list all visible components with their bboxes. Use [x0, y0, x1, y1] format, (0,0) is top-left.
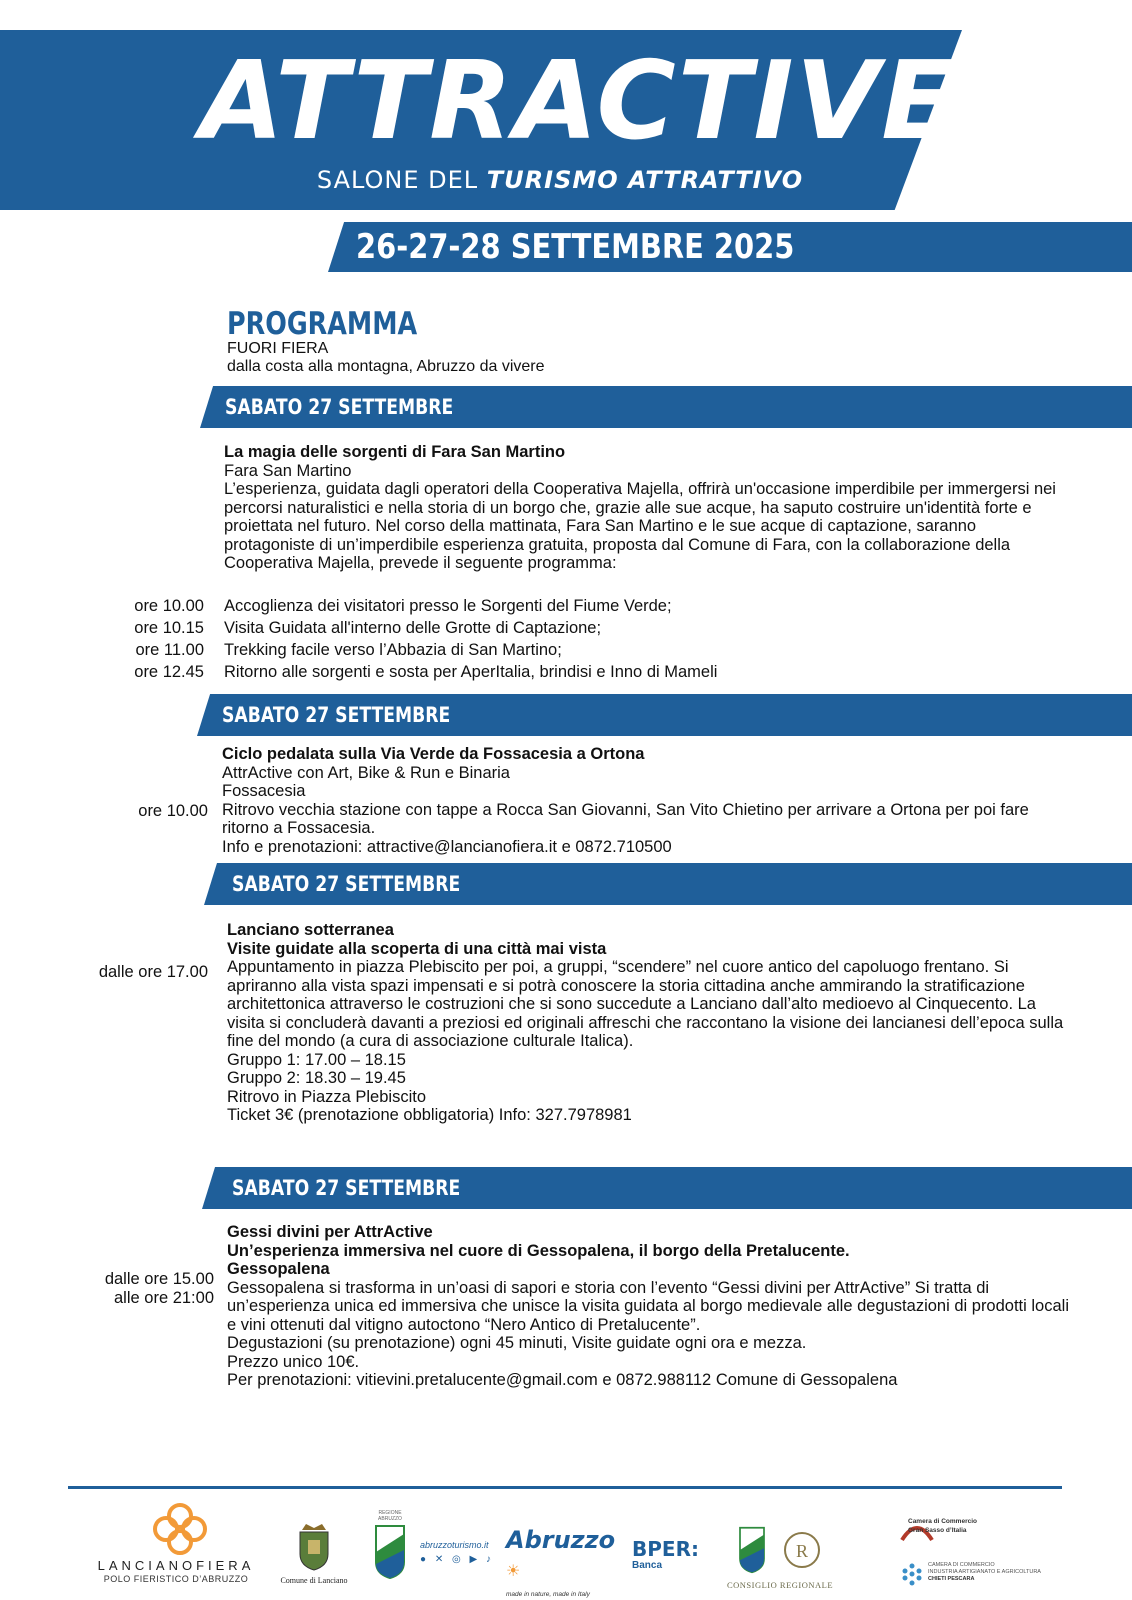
event-1-agenda [224, 595, 1064, 683]
logo-subtitle-bold: TURISMO ATTRATTIVO [486, 166, 804, 194]
event-3-description: Appuntamento in piazza Plebiscito per poi, a gruppi, “scendere” nel cuore antico del capoluogo frentano. Si apriranno alla vista spazi impensati e si potrà conoscere la storia cittadina anche ammirando la stratificazione architettonica attraverso le costruzioni che si sono succedute a Lanciano dall’alto medioevo al Cinquecento. La visita si concluderà davanti a preziosi ed originali affreschi che raccontano la visione dei lancianesi dell’epoca sulla fine del mondo (a cura di associazione culturale Italica). [227, 958, 1064, 1050]
agenda-time: ore 10.15 [134, 619, 204, 637]
event-3-group1: Gruppo 1: 17.00 – 18.15 [227, 1050, 406, 1069]
event-logo-subtitle [300, 166, 820, 194]
event-2-times [84, 800, 208, 822]
bper-name: BPER: [632, 1537, 699, 1561]
abruzzoturismo-logo [420, 1540, 500, 1580]
event-logo-title: ATTRACTIVE [200, 39, 957, 164]
consiglio-crest-icon [734, 1526, 770, 1574]
event-3-times [60, 961, 208, 983]
event-3-subtitle: Visite guidate alla scoperta di una città mai vista [227, 939, 607, 958]
event-2 [222, 745, 1067, 856]
event-3-meeting-point: Ritrovo in Piazza Plebiscito [227, 1087, 426, 1106]
agenda-time: ore 12.45 [134, 663, 204, 681]
event-2-organizers: AttrActive con Art, Bike & Run e Binaria [222, 763, 510, 782]
event-4-time-from: dalle ore 15.00 [104, 1270, 214, 1288]
consiglio-name: CONSIGLIO REGIONALE [726, 1580, 834, 1590]
section-label-3: SABATO 27 SETTEMBRE [232, 872, 461, 896]
abruzzo-brand-logo [506, 1526, 616, 1598]
programma-subtitle-2: dalla costa alla montagna, Abruzzo da vivere [227, 358, 545, 375]
event-2-info: Info e prenotazioni: attractive@lancianofiera.it e 0872.710500 [222, 837, 672, 856]
section-label-2: SABATO 27 SETTEMBRE [222, 703, 451, 727]
sun-icon: ☀ [506, 1561, 521, 1580]
camera-name-5: CHIETI PESCARA [928, 1576, 975, 1582]
abruzzo-brand-text: Abruzzo [506, 1526, 616, 1554]
section-label-1: SABATO 27 SETTEMBRE [225, 395, 454, 419]
event-dates: 26-27-28 SETTEMBRE 2025 [356, 227, 795, 267]
camera-dots-icon [900, 1562, 924, 1586]
event-3 [227, 921, 1067, 1125]
event-1-title: La magia delle sorgenti di Fara San Martino [224, 443, 566, 461]
regione-crest-icon [374, 1524, 406, 1580]
agenda-time: ore 10.00 [134, 597, 204, 615]
event-4-place: Gessopalena [227, 1260, 330, 1278]
event-4-title: Gessi divini per AttrActive [227, 1223, 433, 1241]
event-4 [227, 1223, 1072, 1390]
regione-abruzzo-logo [370, 1510, 410, 1590]
lancianofiera-subtitle: POLO FIERISTICO D’ABRUZZO [103, 1574, 249, 1584]
event-4-times [60, 1270, 214, 1308]
abruzzo-brand-tagline: made in nature, made in Italy [506, 1591, 590, 1598]
event-3-ticket: Ticket 3€ (prenotazione obbligatoria) Info: 327.7978981 [227, 1106, 632, 1124]
agenda-item: Ritorno alle sorgenti e sosta per AperItalia, brindisi e Inno di Mameli [224, 663, 718, 681]
consiglio-emblem-icon [782, 1530, 822, 1570]
social-icons: ● ✕ ◎ ▶ ♪ [420, 1554, 494, 1565]
event-4-time-to: alle ore 21:00 [114, 1289, 214, 1307]
abruzzoturismo-url: abruzzoturismo.it [420, 1540, 489, 1550]
event-3-title: Lanciano sotterranea [227, 921, 394, 939]
event-4-description: Gessopalena si trasforma in un’oasi di sapori e storia con l’evento “Gessi divini per AttrActive” Si tratta di un’esperienza unica ed immersiva che unisce la visita guidata al borgo medievale alle degustazioni di prodotti locali e vini ottenuti dal vitigno autoctono “Nero Antico di Pretalucente”. [227, 1278, 1069, 1334]
bper-logo [632, 1538, 712, 1582]
logo-subtitle-plain: SALONE DEL [316, 166, 487, 194]
event-4-tastings: Degustazioni (su prenotazione) ogni 45 minuti, Visite guidate ogni ora e mezza. [227, 1334, 807, 1352]
lancianofiera-name: LANCIANOFIERA [97, 1558, 255, 1573]
agenda-item: Accoglienza dei visitatori presso le Sorgenti del Fiume Verde; [224, 597, 672, 615]
event-3-time: dalle ore 17.00 [98, 963, 208, 981]
event-2-time: ore 10.00 [138, 802, 208, 820]
programma-subtitle [227, 340, 545, 376]
event-4-subtitle: Un’esperienza immersiva nel cuore di Gessopalena, il borgo della Pretalucente. [227, 1241, 850, 1260]
abruzzo-brand-name [506, 1526, 616, 1585]
event-1 [224, 443, 1064, 573]
event-2-title: Ciclo pedalata sulla Via Verde da Fossacesia a Ortona [222, 745, 645, 763]
event-1-location: Fara San Martino [224, 461, 352, 480]
comune-lanciano-logo [276, 1520, 352, 1594]
agenda-time: ore 11.00 [135, 641, 204, 659]
event-1-description: L’esperienza, guidata dagli operatori della Cooperativa Majella, offrirà un'occasione imperdibile per immergersi nei percorsi naturalistici e nella storia di un borgo che, grazie alle sue acque, ha saputo costruire un'identità forte e proiettata nel futuro. Nel corso della mattinata, Fara San Martino e le sue acque di captazione, saranno protagoniste di un’imperdibile esperienza gratuita, proposta dal Comune di Fara, con la collaborazione della Cooperativa Majella, prevede il seguente programma: [224, 480, 1056, 572]
camera-name-3: CAMERA DI COMMERCIO [928, 1562, 995, 1568]
event-4-price: Prezzo unico 10€. [227, 1352, 360, 1371]
camera-name-4: INDUSTRIA ARTIGIANATO E AGRICOLTURA [928, 1569, 1041, 1575]
camera-commercio-logo [900, 1518, 1050, 1590]
event-1-times [84, 595, 204, 683]
event-3-group2: Gruppo 2: 18.30 – 19.45 [227, 1069, 406, 1087]
event-2-description: Ritrovo vecchia stazione con tappe a Rocca San Giovanni, San Vito Chietino per arrivare a Ortona per poi fare ritorno a Fossacesia. [222, 800, 1029, 837]
regione-label: REGIONE ABRUZZO [378, 1510, 402, 1522]
section-label-4: SABATO 27 SETTEMBRE [232, 1176, 461, 1200]
event-2-location: Fossacesia [222, 782, 306, 800]
camera-name-2: Gran Sasso d’Italia [908, 1527, 967, 1534]
comune-name: Comune di Lanciano [280, 1576, 348, 1585]
programma-subtitle-1: FUORI FIERA [227, 340, 329, 357]
event-4-booking: Per prenotazioni: vitievini.pretalucente@gmail.com e 0872.988112 Comune di Gessopalena [227, 1371, 898, 1389]
footer-divider [68, 1486, 1062, 1489]
camera-name-1: Camera di Commercio [908, 1518, 977, 1525]
svg-text:R: R [795, 1541, 809, 1561]
consiglio-regionale-logo [720, 1526, 840, 1592]
lancianofiera-logo [76, 1500, 276, 1590]
comune-crest-icon [294, 1520, 334, 1572]
agenda-item: Visita Guidata all'interno delle Grotte di Captazione; [224, 619, 602, 637]
programma-title: PROGRAMMA [227, 306, 418, 342]
lancianofiera-flower-icon [150, 1500, 210, 1558]
agenda-item: Trekking facile verso l’Abbazia di San Martino; [224, 641, 562, 659]
bper-subtitle: Banca [632, 1560, 663, 1571]
